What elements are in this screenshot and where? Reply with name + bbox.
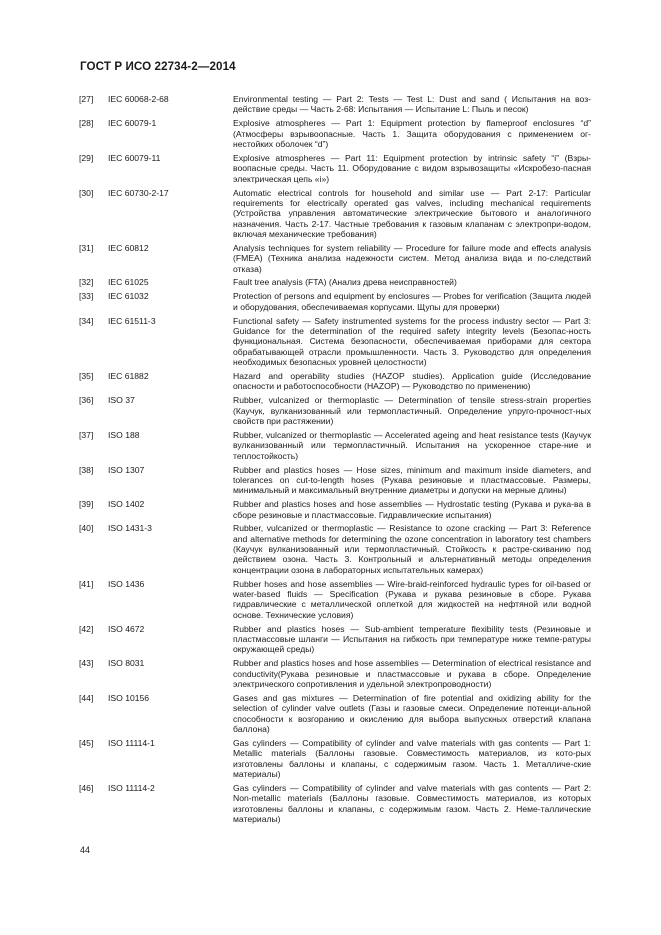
reference-title: Rubber, vulcanized or thermoplastic — Determination of tensile stress-strain properties (Каучук, вулканизованный или термопластичный. Определение упруго-прочност-ных свойств при растяжении) [233, 395, 591, 426]
reference-entry [79, 243, 591, 274]
reference-entry [79, 277, 591, 287]
document-header: ГОСТ Р ИСО 22734-2—2014 [80, 60, 236, 73]
reference-standard-code: IEC 61025 [108, 277, 149, 288]
reference-standard-code: IEC 61511-3 [108, 315, 156, 326]
reference-number: [36] [79, 395, 94, 406]
reference-entry [79, 291, 591, 312]
reference-entry [79, 118, 591, 149]
reference-title: Rubber, vulcanized or thermoplastic — Accelerated ageing and heat resistance tests (Каучук вулканизованный или термопластичный. Испытания на ускоренное старе-ние и теплостойкость) [233, 429, 591, 461]
reference-number: [43] [79, 658, 94, 669]
reference-standard-code: ISO 11114-2 [108, 782, 155, 793]
reference-title: Gas cylinders — Compatibility of cylinder and valve materials with gas contents — Part 1: Metallic materials (Баллоны газовые. Совместимость материалов, из кото-рых изготовлены баллоны и клапаны, с содержимым газом. Часть 1. Металличе-ские материалы) [233, 737, 591, 779]
reference-number: [39] [79, 499, 94, 510]
reference-title: Rubber hoses and hose assemblies — Wire-braid-reinforced hydraulic types for oil-based or water-based fluids — Specification (Рукава и рукава резиновые в сборе. Рукава гидравлические с металлической оплеткой для жидкостей на нефтяной или водной основе. Технические условия) [233, 578, 591, 620]
reference-number: [42] [79, 623, 94, 634]
reference-standard-code: IEC 60068-2-68 [108, 94, 169, 104]
reference-entry [79, 624, 591, 655]
reference-entry [79, 465, 591, 496]
bibliography-list [79, 94, 591, 828]
reference-number: [30] [79, 187, 94, 198]
reference-entry [79, 738, 591, 779]
reference-entry [79, 316, 591, 368]
reference-title: Analysis techniques for system reliability — Procedure for failure mode and effects analysis (FMEA) (Техника анализа надежности систем. Метод анализа вида и по-следствий отказа) [233, 242, 591, 274]
reference-number: [37] [79, 429, 94, 440]
reference-standard-code: ISO 1402 [108, 499, 145, 510]
reference-title: Protection of persons and equipment by enclosures — Probes for verification (Защита людей и оборудования, обеспечиваемая корпусами. Щупы для проверки) [233, 291, 591, 312]
reference-number: [31] [79, 242, 94, 253]
reference-title: Automatic electrical controls for household and similar use — Part 2-17: Particular requirements for electrically operated gas valves, including mechanical requirements (Устройства управления автоматические электрические бытового и аналогичного назначения. Часть 2-17. Частные требования к газовым клапанам с электропри-водом, включая механические требования) [233, 187, 591, 239]
reference-number: [29] [79, 152, 94, 163]
reference-number: [33] [79, 291, 94, 302]
reference-number: [45] [79, 737, 94, 748]
reference-entry [79, 430, 591, 461]
reference-number: [44] [79, 692, 94, 703]
reference-standard-code: IEC 61032 [108, 291, 149, 302]
reference-entry [79, 153, 591, 184]
reference-standard-code: ISO 37 [108, 395, 135, 406]
reference-title: Explosive atmospheres — Part 11: Equipment protection by intrinsic safety “i” (Взры-воопасные среды. Часть 11. Оборудование с видом взрывозащиты «Искробезо-пасная электрическая цепь «i») [233, 152, 591, 184]
reference-title: Gases and gas mixtures — Determination of fire potential and oxidizing ability for the selection of cylinder valve outlets (Газы и газовые смеси. Определение потенци-альной способности к возгоранию и окислению для выбора выпускных отверстий клапана баллона) [233, 692, 591, 734]
reference-standard-code: IEC 61882 [108, 371, 149, 381]
reference-standard-code: IEC 60812 [108, 242, 149, 253]
reference-entry [79, 693, 591, 734]
reference-standard-code: IEC 60079-11 [108, 152, 161, 163]
reference-standard-code: ISO 4672 [108, 623, 145, 634]
reference-standard-code: ISO 1436 [108, 578, 145, 589]
reference-number: [41] [79, 578, 94, 589]
reference-title: Rubber, vulcanized or thermoplastic — Resistance to ozone cracking — Part 3: Reference and alternative methods for determining the ozone concentration in laboratory test chambers (Каучук вулканизованный или термопластичный. Стойкость к растре-скиванию под действием озона. Часть 3. Контрольный и альтернативный методы определения концентрации озона в лабораторных испытательных камерах) [233, 523, 591, 575]
reference-title: Hazard and operability studies (HAZOP studies). Application guide (Исследование опасности и работоспособности (HAZOP) — Руководство по применению) [233, 371, 591, 392]
reference-title: Rubber and plastics hoses — Hose sizes, minimum and maximum inside diameters, and tolerances on cut-to-length hoses (Рукава резиновые и пластмассовые. Размеры, минимальный и максимальный внутренние диаметры и допуски на мерные длины) [233, 464, 591, 496]
reference-entry [79, 371, 591, 392]
reference-title: Gas cylinders — Compatibility of cylinder and valve materials with gas contents — Part 2: Non-metallic materials (Баллоны газовые. Совместимость материалов, из которых изготовлены баллоны и клапаны, с содержимым газом. Часть 2. Неме-таллические материалы) [233, 782, 591, 824]
reference-standard-code: ISO 1431-3 [108, 523, 152, 534]
reference-standard-code: ISO 1307 [108, 464, 145, 475]
reference-number: [40] [79, 523, 94, 534]
reference-title: Fault tree analysis (FTA) (Анализ древа неисправностей) [233, 277, 457, 288]
reference-standard-code: ISO 188 [108, 429, 140, 440]
reference-entry [79, 579, 591, 620]
reference-title: Functional safety — Safety instrumented systems for the process industry sector — Part 3: Guidance for the determination of the required safety integrity levels (Безопас-ность функциональная. Система безопасности, обеспечиваемая приборами для сектора обрабатывающей отрасли промышленности. Часть 3. Руководство для определения необходимых безопасных уровней целостности) [233, 315, 591, 368]
reference-entry [79, 395, 591, 426]
reference-standard-code: ISO 8031 [108, 658, 145, 669]
reference-entry [79, 499, 591, 520]
reference-title: Rubber and plastics hoses and hose assemblies — Hydrostatic testing (Рукава и рука-ва в сборе резиновые и пластмассовые. Гидравлические испытания) [233, 499, 591, 520]
page-number: 44 [80, 845, 91, 855]
reference-standard-code: ISO 10156 [108, 692, 150, 703]
reference-number: [34] [79, 315, 94, 326]
reference-number: [28] [79, 118, 94, 129]
reference-number: [38] [79, 464, 94, 475]
reference-title: Environmental testing — Part 2: Tests — Test L: Dust and sand ( Испытания на воз-действие среды — Часть 2-68: Испытания — Испытание L: Пыль и песок) [233, 94, 591, 115]
reference-standard-code: ISO 11114-1 [108, 737, 155, 748]
reference-entry [79, 94, 591, 115]
reference-standard-code: IEC 60730-2-17 [108, 187, 169, 198]
reference-number: [46] [79, 782, 94, 793]
reference-title: Rubber and plastics hoses — Sub-ambient temperature flexibility tests (Резиновые и пластмассовые шланги — Испытания на гибкость при температуре ниже темпе-ратуры окружающей среды) [233, 623, 591, 655]
reference-title: Rubber and plastics hoses and hose assemblies — Determination of electrical resistance and conductivity(Рукава резиновые и пластмассовые и рукава в сборе. Определение электрического сопротивления и удельной электропроводности) [233, 658, 591, 690]
reference-number: [35] [79, 371, 94, 381]
reference-standard-code: IEC 60079-1 [108, 118, 157, 129]
reference-number: [32] [79, 277, 94, 288]
reference-entry [79, 658, 591, 689]
reference-title: Explosive atmospheres — Part 1: Equipment protection by flameproof enclosures “d” (Атмосферы взрывоопасные. Часть 1. Защита оборудования с применением ог-нестойких оболочек “d”) [233, 118, 591, 149]
reference-entry [79, 783, 591, 824]
reference-number: [27] [79, 94, 94, 104]
reference-entry [79, 523, 591, 575]
reference-entry [79, 188, 591, 240]
